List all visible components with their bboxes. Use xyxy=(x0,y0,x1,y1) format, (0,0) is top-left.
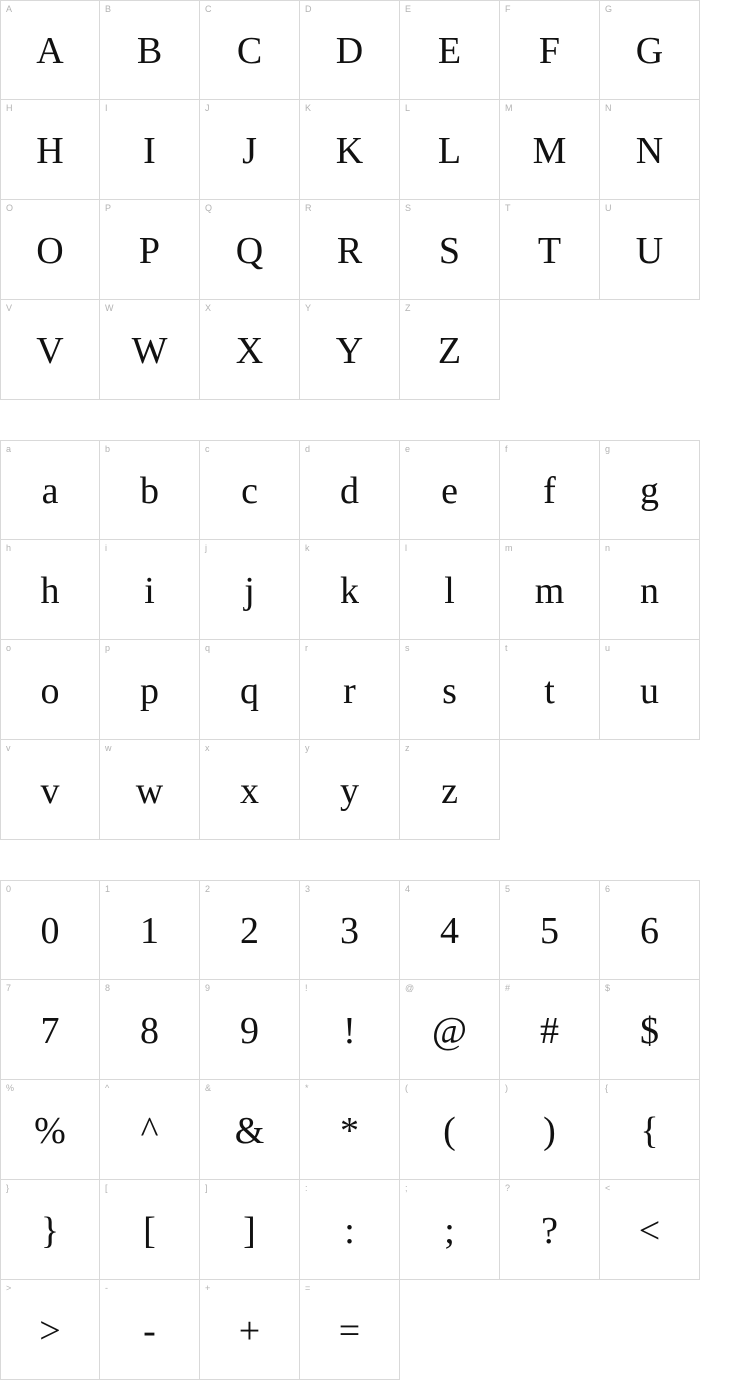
glyph-label: 4 xyxy=(405,884,411,894)
glyph-character: @ xyxy=(432,1009,467,1052)
glyph-character: a xyxy=(41,470,59,512)
glyph-label: P xyxy=(105,203,112,213)
glyph-character: ^ xyxy=(140,1109,159,1152)
glyph-character: Z xyxy=(437,329,462,372)
glyph-label: s xyxy=(405,643,410,653)
glyph-label: w xyxy=(105,743,112,753)
glyph-character: n xyxy=(640,569,659,612)
glyph-character: ! xyxy=(343,1009,356,1052)
glyph-label: 9 xyxy=(205,983,211,993)
glyph-cell[interactable] xyxy=(500,1080,600,1180)
glyph-character: p xyxy=(140,669,159,712)
charset-block-uppercase xyxy=(0,0,740,400)
glyph-cell[interactable] xyxy=(100,1180,200,1280)
glyph-character: 5 xyxy=(540,910,559,952)
glyph-label: c xyxy=(205,444,210,454)
glyph-character: I xyxy=(143,129,156,172)
glyph-character: M xyxy=(532,129,567,172)
glyph-label: C xyxy=(205,4,212,14)
glyph-label: i xyxy=(105,543,107,553)
glyph-character: x xyxy=(240,769,259,812)
glyph-character: k xyxy=(340,569,359,612)
glyph-cell[interactable] xyxy=(0,1280,100,1380)
glyph-character: ; xyxy=(444,1209,455,1252)
glyph-cell[interactable] xyxy=(200,880,300,980)
glyph-character: S xyxy=(438,229,461,272)
glyph-character: V xyxy=(36,329,64,372)
glyph-label: S xyxy=(405,203,412,213)
glyph-character: t xyxy=(544,669,555,712)
glyph-cell[interactable] xyxy=(200,1180,300,1280)
glyph-cell[interactable] xyxy=(400,880,500,980)
glyph-cell[interactable] xyxy=(400,300,500,400)
glyph-label: k xyxy=(305,543,310,553)
glyph-cell[interactable] xyxy=(0,640,100,740)
glyph-label: ) xyxy=(505,1083,508,1093)
glyph-label: > xyxy=(6,1283,12,1293)
glyph-character: B xyxy=(136,30,163,72)
glyph-label: m xyxy=(505,543,513,553)
glyph-label: 5 xyxy=(505,884,511,894)
glyph-cell[interactable] xyxy=(0,880,100,980)
glyph-cell[interactable] xyxy=(100,740,200,840)
glyph-character: X xyxy=(235,329,264,372)
glyph-character: T xyxy=(537,229,562,272)
glyph-cell[interactable] xyxy=(300,440,400,540)
glyph-label: R xyxy=(305,203,312,213)
glyph-cell-empty xyxy=(600,740,700,840)
glyph-label: N xyxy=(605,103,612,113)
glyph-cell[interactable] xyxy=(100,640,200,740)
glyph-cell[interactable] xyxy=(0,100,100,200)
glyph-character: N xyxy=(635,129,664,172)
glyph-character: R xyxy=(336,229,363,272)
glyph-character: m xyxy=(534,569,565,612)
glyph-character: O xyxy=(36,229,64,272)
glyph-label: y xyxy=(305,743,310,753)
glyph-cell[interactable] xyxy=(300,1280,400,1380)
glyph-label: 6 xyxy=(605,884,611,894)
glyph-label: n xyxy=(605,543,611,553)
glyph-cell[interactable] xyxy=(600,200,700,300)
glyph-cell[interactable] xyxy=(200,300,300,400)
glyph-character: q xyxy=(240,669,259,712)
glyph-label: K xyxy=(305,103,312,113)
glyph-grid xyxy=(0,880,740,1380)
glyph-cell[interactable] xyxy=(500,440,600,540)
glyph-cell[interactable] xyxy=(600,440,700,540)
glyph-character: * xyxy=(340,1109,359,1152)
glyph-character: 7 xyxy=(40,1009,60,1052)
glyph-label: q xyxy=(205,643,211,653)
glyph-label: d xyxy=(305,444,311,454)
glyph-label: { xyxy=(605,1083,609,1093)
glyph-character: 8 xyxy=(140,1009,159,1052)
glyph-cell[interactable] xyxy=(600,540,700,640)
glyph-cell[interactable] xyxy=(100,1280,200,1380)
glyph-label: # xyxy=(505,983,511,993)
glyph-cell[interactable] xyxy=(300,980,400,1080)
glyph-label: F xyxy=(505,4,511,14)
glyph-cell[interactable] xyxy=(0,1080,100,1180)
glyph-label: Z xyxy=(405,303,411,313)
glyph-character: u xyxy=(640,669,659,712)
glyph-character: c xyxy=(241,470,258,512)
glyph-cell[interactable] xyxy=(0,300,100,400)
glyph-label: 0 xyxy=(6,884,12,894)
glyph-label: I xyxy=(105,103,108,113)
glyph-label: v xyxy=(6,743,11,753)
glyph-cell[interactable] xyxy=(200,980,300,1080)
glyph-character: G xyxy=(635,30,664,72)
glyph-label: + xyxy=(205,1283,211,1293)
glyph-cell[interactable] xyxy=(300,1080,400,1180)
glyph-cell[interactable] xyxy=(200,100,300,200)
glyph-cell[interactable] xyxy=(500,0,600,100)
glyph-character: h xyxy=(40,569,60,612)
glyph-character: & xyxy=(234,1109,265,1152)
glyph-character: g xyxy=(640,470,659,512)
glyph-cell[interactable] xyxy=(100,200,200,300)
glyph-label: O xyxy=(6,203,14,213)
glyph-label: - xyxy=(105,1283,108,1293)
glyph-label: M xyxy=(505,103,513,113)
glyph-cell-empty xyxy=(500,300,600,400)
glyph-cell[interactable] xyxy=(400,200,500,300)
glyph-label: ( xyxy=(405,1083,408,1093)
glyph-label: r xyxy=(305,643,308,653)
glyph-cell[interactable] xyxy=(200,640,300,740)
glyph-character: P xyxy=(138,229,161,272)
glyph-label: ] xyxy=(205,1183,208,1193)
glyph-character: # xyxy=(540,1009,559,1052)
glyph-label: $ xyxy=(605,983,611,993)
glyph-label: 7 xyxy=(6,983,12,993)
glyph-character: : xyxy=(344,1209,355,1252)
glyph-cell[interactable] xyxy=(300,880,400,980)
charset-block-digits-and-symbols xyxy=(0,880,740,1380)
glyph-label: h xyxy=(6,543,12,553)
glyph-cell[interactable] xyxy=(300,200,400,300)
glyph-label: T xyxy=(505,203,511,213)
glyph-grid xyxy=(0,0,740,400)
glyph-label: ! xyxy=(305,983,308,993)
glyph-cell[interactable] xyxy=(400,1080,500,1180)
glyph-character: J xyxy=(242,129,257,172)
glyph-label: g xyxy=(605,444,611,454)
glyph-cell[interactable] xyxy=(500,200,600,300)
glyph-character: d xyxy=(340,470,359,512)
glyph-label: a xyxy=(6,444,12,454)
glyph-cell[interactable] xyxy=(200,1080,300,1180)
glyph-cell[interactable] xyxy=(300,540,400,640)
glyph-label: f xyxy=(505,444,508,454)
glyph-label: = xyxy=(305,1283,311,1293)
glyph-label: [ xyxy=(105,1183,108,1193)
glyph-character: 3 xyxy=(340,910,359,952)
glyph-label: o xyxy=(6,643,12,653)
glyph-cell[interactable] xyxy=(600,1080,700,1180)
glyph-label: & xyxy=(205,1083,212,1093)
glyph-label: : xyxy=(305,1183,308,1193)
glyph-label: Q xyxy=(205,203,213,213)
glyph-label: 8 xyxy=(105,983,111,993)
glyph-character: { xyxy=(640,1109,659,1152)
glyph-cell[interactable] xyxy=(100,1080,200,1180)
glyph-label: X xyxy=(205,303,212,313)
glyph-cell[interactable] xyxy=(600,880,700,980)
glyph-character: [ xyxy=(143,1209,156,1252)
glyph-character: 6 xyxy=(640,910,659,952)
glyph-label: b xyxy=(105,444,111,454)
glyph-cell[interactable] xyxy=(500,980,600,1080)
glyph-character: K xyxy=(335,129,364,172)
glyph-label: ^ xyxy=(105,1083,110,1093)
glyph-cell[interactable] xyxy=(200,440,300,540)
glyph-label: x xyxy=(205,743,210,753)
glyph-character: + xyxy=(238,1309,261,1352)
glyph-cell[interactable] xyxy=(100,300,200,400)
glyph-cell[interactable] xyxy=(200,200,300,300)
glyph-character: - xyxy=(143,1309,156,1352)
glyph-cell[interactable] xyxy=(300,1180,400,1280)
glyph-character: ? xyxy=(541,1209,558,1252)
glyph-cell[interactable] xyxy=(0,200,100,300)
glyph-cell[interactable] xyxy=(100,980,200,1080)
glyph-cell[interactable] xyxy=(0,1180,100,1280)
glyph-label: l xyxy=(405,543,407,553)
glyph-label: 1 xyxy=(105,884,111,894)
glyph-character: 0 xyxy=(40,910,60,952)
glyph-label: L xyxy=(405,103,411,113)
glyph-cell[interactable] xyxy=(400,440,500,540)
glyph-character: Q xyxy=(235,229,264,272)
glyph-label: ; xyxy=(405,1183,408,1193)
glyph-label: A xyxy=(6,4,13,14)
glyph-cell[interactable] xyxy=(600,1180,700,1280)
glyph-character: s xyxy=(442,669,457,712)
glyph-cell-empty xyxy=(600,1280,700,1380)
glyph-cell[interactable] xyxy=(500,1180,600,1280)
glyph-label: e xyxy=(405,444,411,454)
glyph-character: o xyxy=(40,669,60,712)
glyph-label: G xyxy=(605,4,613,14)
glyph-character: ) xyxy=(543,1109,556,1152)
glyph-label: Y xyxy=(305,303,312,313)
glyph-character: 1 xyxy=(140,910,159,952)
glyph-cell[interactable] xyxy=(600,640,700,740)
glyph-cell[interactable] xyxy=(0,980,100,1080)
glyph-cell[interactable] xyxy=(200,740,300,840)
glyph-label: 2 xyxy=(205,884,211,894)
glyph-label: 3 xyxy=(305,884,311,894)
charset-block-lowercase xyxy=(0,440,740,840)
glyph-cell[interactable] xyxy=(100,0,200,100)
glyph-label: < xyxy=(605,1183,611,1193)
glyph-cell[interactable] xyxy=(400,740,500,840)
glyph-cell[interactable] xyxy=(500,100,600,200)
glyph-character: w xyxy=(135,769,164,812)
glyph-cell[interactable] xyxy=(400,100,500,200)
glyph-cell[interactable] xyxy=(0,740,100,840)
glyph-character: y xyxy=(340,769,359,812)
glyph-character: f xyxy=(543,470,556,512)
glyph-character: v xyxy=(40,769,60,812)
glyph-cell-empty xyxy=(500,740,600,840)
glyph-character: 2 xyxy=(240,910,259,952)
glyph-character: < xyxy=(638,1209,661,1252)
glyph-cell[interactable] xyxy=(500,880,600,980)
glyph-label: ? xyxy=(505,1183,511,1193)
glyph-cell[interactable] xyxy=(300,640,400,740)
glyph-character: D xyxy=(335,30,364,72)
glyph-cell[interactable] xyxy=(0,0,100,100)
glyph-character: H xyxy=(36,129,64,172)
glyph-label: z xyxy=(405,743,410,753)
glyph-cell[interactable] xyxy=(300,0,400,100)
glyph-character: A xyxy=(36,30,64,72)
glyph-character: > xyxy=(39,1309,61,1352)
glyph-label: @ xyxy=(405,983,415,993)
glyph-character: E xyxy=(437,30,462,72)
glyph-character: ] xyxy=(243,1209,256,1252)
glyph-character: i xyxy=(144,569,155,612)
glyph-character: U xyxy=(635,229,664,272)
glyph-character: Y xyxy=(335,329,364,372)
glyph-label: H xyxy=(6,103,13,113)
glyph-label: t xyxy=(505,643,508,653)
glyph-cell[interactable] xyxy=(400,0,500,100)
glyph-character: % xyxy=(34,1109,66,1152)
glyph-cell-empty xyxy=(400,1280,500,1380)
glyph-character: = xyxy=(338,1309,361,1352)
glyph-cell[interactable] xyxy=(400,640,500,740)
glyph-grid xyxy=(0,440,740,840)
glyph-label: % xyxy=(6,1083,15,1093)
glyph-cell[interactable] xyxy=(400,980,500,1080)
glyph-character: } xyxy=(40,1209,60,1252)
glyph-cell-empty xyxy=(600,300,700,400)
glyph-cell[interactable] xyxy=(200,540,300,640)
glyph-label: } xyxy=(6,1183,10,1193)
glyph-cell[interactable] xyxy=(200,1280,300,1380)
glyph-label: u xyxy=(605,643,611,653)
glyph-cell[interactable] xyxy=(600,0,700,100)
glyph-cell[interactable] xyxy=(100,540,200,640)
glyph-character: 9 xyxy=(240,1009,259,1052)
glyph-cell[interactable] xyxy=(100,880,200,980)
glyph-label: J xyxy=(205,103,210,113)
glyph-label: V xyxy=(6,303,13,313)
glyph-character: z xyxy=(441,769,458,812)
glyph-character: j xyxy=(244,569,255,612)
glyph-cell[interactable] xyxy=(500,640,600,740)
glyph-cell[interactable] xyxy=(300,740,400,840)
glyph-character: b xyxy=(140,470,159,512)
glyph-character: $ xyxy=(640,1009,659,1052)
glyph-character: ( xyxy=(443,1109,456,1152)
glyph-cell[interactable] xyxy=(100,100,200,200)
glyph-character: C xyxy=(236,30,263,72)
glyph-cell[interactable] xyxy=(600,100,700,200)
glyph-character: l xyxy=(444,569,455,612)
glyph-cell[interactable] xyxy=(500,540,600,640)
glyph-cell[interactable] xyxy=(0,540,100,640)
glyph-cell[interactable] xyxy=(300,300,400,400)
glyph-character: W xyxy=(131,329,168,372)
glyph-label: j xyxy=(205,543,207,553)
glyph-character: L xyxy=(437,129,462,172)
glyph-cell[interactable] xyxy=(400,1180,500,1280)
glyph-label: B xyxy=(105,4,112,14)
glyph-cell[interactable] xyxy=(300,100,400,200)
glyph-label: * xyxy=(305,1083,309,1093)
glyph-character: e xyxy=(441,470,458,512)
glyph-label: p xyxy=(105,643,111,653)
glyph-character: 4 xyxy=(440,910,459,952)
glyph-label: U xyxy=(605,203,612,213)
glyph-label: W xyxy=(105,303,114,313)
glyph-character: r xyxy=(343,669,356,712)
glyph-character: F xyxy=(538,30,561,72)
glyph-cell-empty xyxy=(500,1280,600,1380)
glyph-cell[interactable] xyxy=(100,440,200,540)
glyph-cell[interactable] xyxy=(0,440,100,540)
glyph-label: E xyxy=(405,4,412,14)
glyph-cell[interactable] xyxy=(400,540,500,640)
glyph-label: D xyxy=(305,4,312,14)
glyph-cell[interactable] xyxy=(600,980,700,1080)
glyph-cell[interactable] xyxy=(200,0,300,100)
